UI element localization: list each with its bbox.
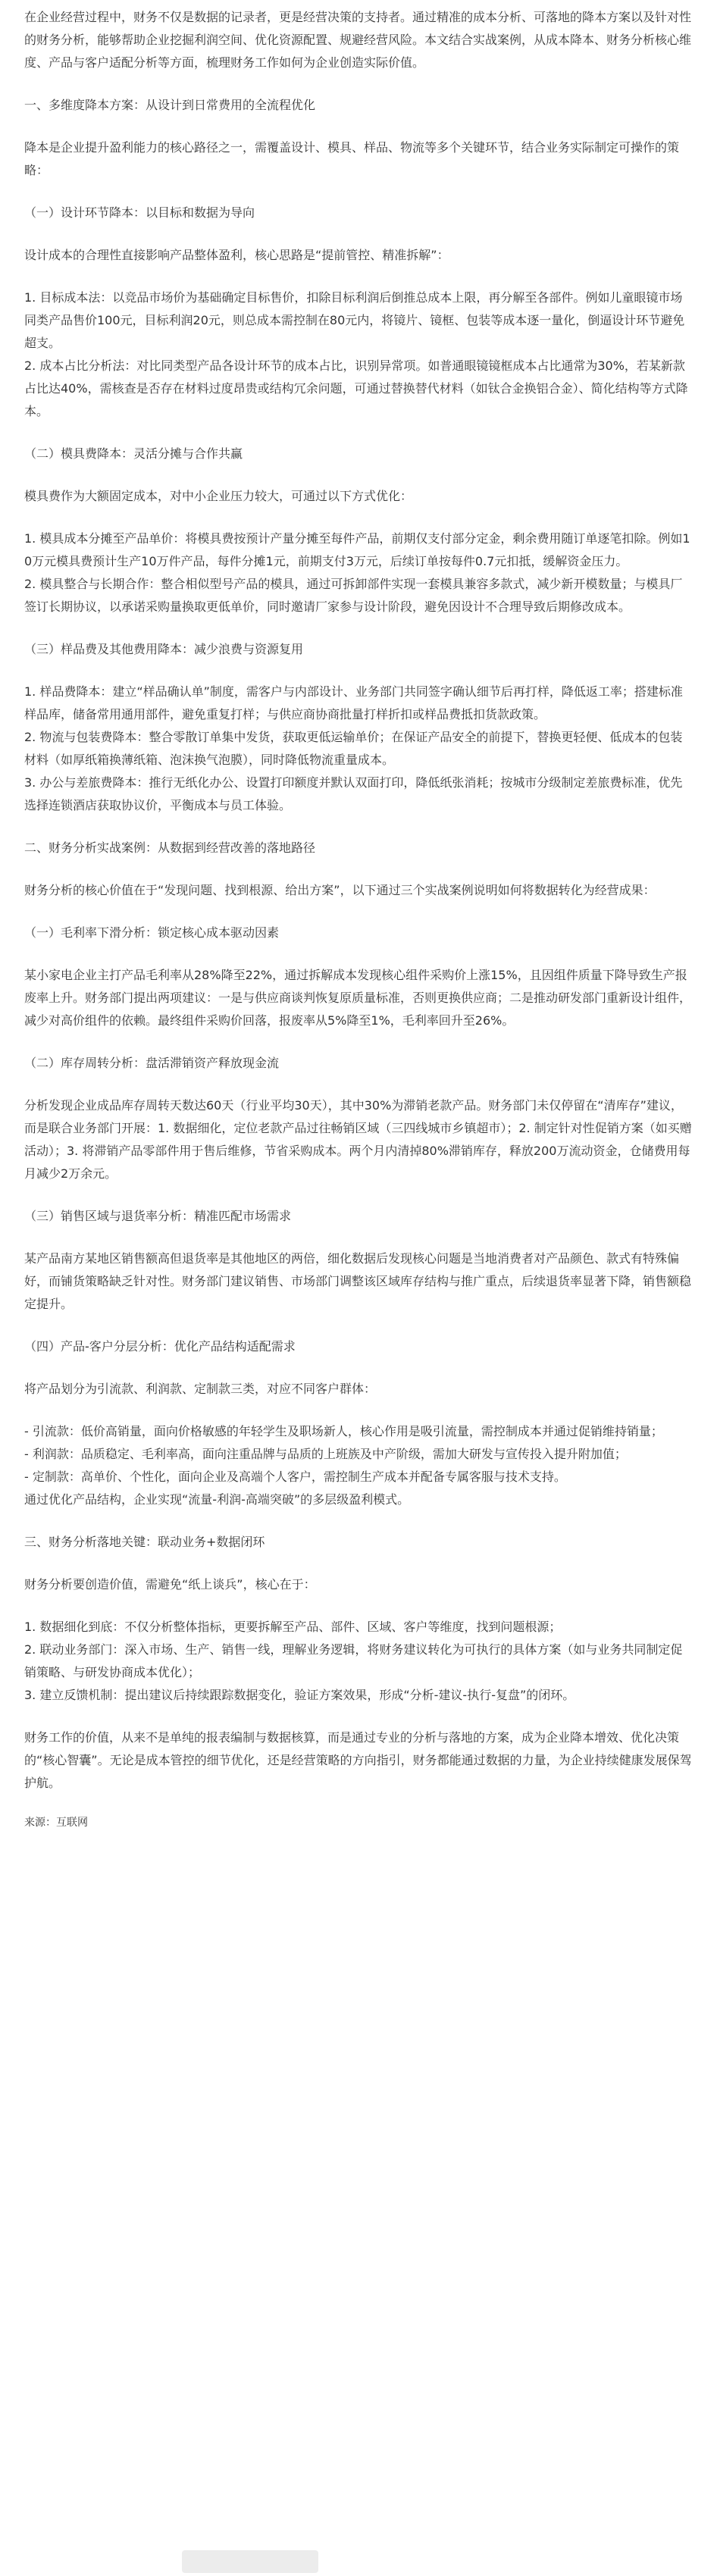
article-paragraph: 降本是企业提升盈利能力的核心路径之一，需覆盖设计、模具、样品、物流等多个关键环节，结合业务实际制定可操作的策略： xyxy=(24,140,680,177)
article-paragraph: 某小家电企业主打产品毛利率从28%降至22%，通过拆解成本发现核心组件采购价上涨15%，且因组件质量下降导致生产报废率上升。财务部门提出两项建议：一是与供应商谈判恢复原质量标准，否则更换供应商；二是推动研发部门重新设计组件，减少对高价组件的依赖。最终组件采购价回落，报废率从5%降至1%，毛利率回升至26%。 xyxy=(24,968,692,1028)
article-paragraph: 1. 数据细化到底：不仅分析整体指标，更要拆解至产品、部件、区域、客户等维度，找到问题根源； xyxy=(24,1620,562,1634)
article-paragraph: （三）样品费及其他费用降本：减少浪费与资源复用 xyxy=(24,642,304,656)
article-paragraph: 二、财务分析实战案例：从数据到经营改善的落地路径 xyxy=(24,840,316,855)
article-paragraph: 财务分析要创造价值，需避免“纸上谈兵”，核心在于： xyxy=(24,1577,316,1592)
article-paragraph: 财务工作的价值，从来不是单纯的报表编制与数据核算，而是通过专业的分析与落地的方案，成为企业降本增效、优化决策的“核心智囊”。无论是成本管控的细节优化，还是经营策略的方向指引，财务都能通过数据的力量，为企业持续健康发展保驾护航。 xyxy=(24,1730,692,1790)
article-paragraph: 某产品南方某地区销售额高但退货率是其他地区的两倍，细化数据后发现核心问题是当地消费者对产品颜色、款式有特殊偏好，而铺货策略缺乏针对性。财务部门建议销售、市场部门调整该区域库存结构与推广重点，后续退货率显著下降，销售额稳定提升。 xyxy=(24,1251,692,1311)
blurred-watermark xyxy=(182,2550,318,2573)
article-paragraph: 三、财务分析落地关键：联动业务+数据闭环 xyxy=(24,1535,265,1549)
article-paragraph: （四）产品-客户分层分析：优化产品结构适配需求 xyxy=(24,1339,296,1354)
article-paragraph: - 引流款：低价高销量，面向价格敏感的年轻学生及职场新人，核心作用是吸引流量，需控制成本并通过促销维持销量； xyxy=(24,1424,663,1438)
article-paragraph: 将产品划分为引流款、利润款、定制款三类，对应不同客户群体： xyxy=(24,1382,377,1396)
article-body xyxy=(24,6,693,1795)
article-paragraph: 1. 样品费降本：建立“样品确认单”制度，需客户与内部设计、业务部门共同签字确认细节后再打样，降低返工率；搭建标准样品库，储备常用通用部件，避免重复打样；与供应商协商批量打样折扣或样品费抵扣货款政策。 xyxy=(24,684,683,721)
article-paragraph: 分析发现企业成品库存周转天数达60天（行业平均30天），其中30%为滞销老款产品。财务部门未仅停留在“清库存”建议，而是联合业务部门开展：1. 数据细化，定位老款产品过往畅销区域（三四线城市乡镇超市）；2. 制定针对性促销方案（如买赠活动）；3. 将滞销产品零部件用于售后维修，节省采购成本。两个月内清掉80%滞销库存，释放200万流动资金，仓储费用每月减少2万余元。 xyxy=(24,1098,692,1181)
article-paragraph: 2. 联动业务部门：深入市场、生产、销售一线，理解业务逻辑，将财务建议转化为可执行的具体方案（如与业务共同制定促销策略、与研发协商成本优化）； xyxy=(24,1642,683,1679)
article-paragraph: 在企业经营过程中，财务不仅是数据的记录者，更是经营决策的支持者。通过精准的成本分析、可落地的降本方案以及针对性的财务分析，能够帮助企业挖掘利润空间、优化资源配置、规避经营风险。本文结合实战案例，从成本降本、财务分析核心维度、产品与客户适配分析等方面，梳理财务工作如何为企业创造实际价值。 xyxy=(24,10,692,70)
article-paragraph: 模具费作为大额固定成本，对中小企业压力较大，可通过以下方式优化： xyxy=(24,489,413,503)
article-paragraph: 2. 成本占比分析法：对比同类型产品各设计环节的成本占比，识别异常项。如普通眼镜镜框成本占比通常为30%，若某新款占比达40%，需核查是否存在材料过度昂贵或结构冗余问题，可通过替换替代材料（如钛合金换铝合金）、简化结构等方式降本。 xyxy=(24,358,688,418)
article-paragraph: 1. 目标成本法：以竞品市场价为基础确定目标售价，扣除目标利润后倒推总成本上限，再分解至各部件。例如儿童眼镜市场同类产品售价100元，目标利润20元，则总成本需控制在80元内，将镜片、镜框、包装等成本逐一量化，倒逼设计环节避免超支。 xyxy=(24,290,685,350)
article-paragraph: （二）库存周转分析：盘活滞销资产释放现金流 xyxy=(24,1056,280,1070)
article-paragraph: 一、多维度降本方案：从设计到日常费用的全流程优化 xyxy=(24,98,316,112)
article-paragraph: 2. 物流与包装费降本：整合零散订单集中发货，获取更低运输单价；在保证产品安全的前提下，替换更轻便、低成本的包装材料（如厚纸箱换薄纸箱、泡沫换气泡膜），同时降低物流重量成本。 xyxy=(24,730,683,767)
article-paragraph: 3. 建立反馈机制：提出建议后持续跟踪数据变化，验证方案效果，形成“分析-建议-执行-复盘”的闭环。 xyxy=(24,1688,575,1702)
article-paragraph: （三）销售区域与退货率分析：精准匹配市场需求 xyxy=(24,1209,292,1223)
article-paragraph: （一）设计环节降本：以目标和数据为导向 xyxy=(24,205,255,220)
article-paragraph: - 定制款：高单价、个性化，面向企业及高端个人客户，需控制生产成本并配备专属客服与技术支持。 xyxy=(24,1470,566,1484)
article-paragraph: 通过优化产品结构，企业实现“流量-利润-高端突破”的多层级盈利模式。 xyxy=(24,1492,410,1507)
article-paragraph: - 利润款：品质稳定、毛利率高，面向注重品牌与品质的上班族及中产阶级，需加大研发与宣传投入提升附加值； xyxy=(24,1447,627,1461)
article-paragraph: 设计成本的合理性直接影响产品整体盈利，核心思路是“提前管控、精准拆解”： xyxy=(24,248,449,262)
article-paragraph: （一）毛利率下滑分析：锁定核心成本驱动因素 xyxy=(24,925,280,940)
article-paragraph: 1. 模具成本分摊至产品单价：将模具费按预计产量分摊至每件产品，前期仅支付部分定金，剩余费用随订单逐笔扣除。例如10万元模具费预计生产10万件产品，每件分摊1元，前期支付3万元，后续订单按每件0.7元扣抵，缓解资金压力。 xyxy=(24,531,690,568)
article-paragraph: 财务分析的核心价值在于“发现问题、找到根源、给出方案”，以下通过三个实战案例说明如何将数据转化为经营成果： xyxy=(24,883,656,897)
article-paragraph: 2. 模具整合与长期合作：整合相似型号产品的模具，通过可拆卸部件实现一套模具兼容多款式，减少新开模数量；与模具厂签订长期协议，以承诺采购量换取更低单价，同时邀请厂家参与设计阶段，避免因设计不合理导致后期修改成本。 xyxy=(24,577,683,614)
article-paragraph: 3. 办公与差旅费降本：推行无纸化办公、设置打印额度并默认双面打印，降低纸张消耗；按城市分级制定差旅费标准，优先选择连锁酒店获取协议价，平衡成本与员工体验。 xyxy=(24,775,683,812)
article-paragraph: （二）模具费降本：灵活分摊与合作共赢 xyxy=(24,446,243,461)
article-source: 来源：互联网 xyxy=(24,1817,88,1829)
